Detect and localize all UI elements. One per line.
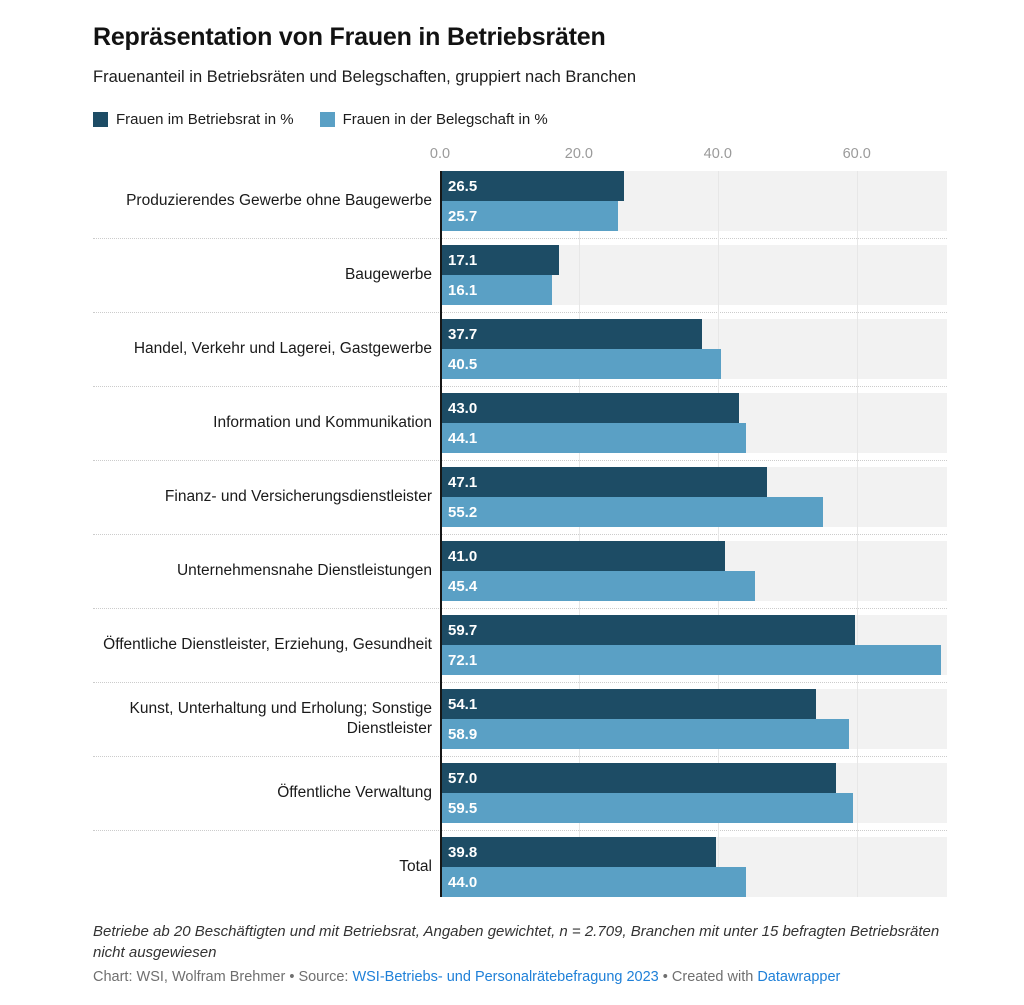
bar-value-label: 72.1 xyxy=(448,651,478,669)
category-label: Baugewerbe xyxy=(344,266,432,284)
chart-row xyxy=(93,319,947,393)
bar-group xyxy=(440,541,947,601)
row-separator xyxy=(93,534,947,535)
bar-belegschaft[interactable] xyxy=(440,645,941,675)
axis-tick-label: 0.0 xyxy=(429,146,451,163)
row-separator xyxy=(93,830,947,831)
legend-item-betriebsrat xyxy=(93,111,294,128)
bar-group xyxy=(440,467,947,527)
source-link[interactable]: WSI-Betriebs- und Personalrätebefragung 2023 xyxy=(352,969,659,986)
credit-separator: • xyxy=(662,969,668,986)
bar-value-label: 44.1 xyxy=(448,429,478,447)
bar-belegschaft[interactable] xyxy=(440,571,755,601)
chart-row xyxy=(93,837,947,897)
bar-belegschaft[interactable] xyxy=(440,793,853,823)
axis-tick-label: 60.0 xyxy=(842,146,871,163)
bar-betriebsrat[interactable] xyxy=(440,393,739,423)
category-label: Kunst, Unterhaltung und Erholung; Sonstige Dienstleister xyxy=(129,700,432,738)
bar-value-label: 59.7 xyxy=(448,621,478,639)
category-label: Öffentliche Dienstleister, Erziehung, Gesundheit xyxy=(103,636,432,654)
row-separator xyxy=(93,386,947,387)
credit-text: Chart: WSI, Wolfram Brehmer xyxy=(93,969,286,986)
bar-belegschaft[interactable] xyxy=(440,423,746,453)
bar-betriebsrat[interactable] xyxy=(440,171,624,201)
bar-value-label: 41.0 xyxy=(448,547,478,565)
row-separator xyxy=(93,608,947,609)
bar-group xyxy=(440,837,947,897)
category-label: Produzierendes Gewerbe ohne Baugewerbe xyxy=(126,192,432,210)
bar-value-label: 16.1 xyxy=(448,281,478,299)
bar-group xyxy=(440,689,947,749)
bar-value-label: 45.4 xyxy=(448,577,478,595)
chart-row xyxy=(93,689,947,763)
bar-betriebsrat[interactable] xyxy=(440,245,559,275)
bar-chart xyxy=(93,128,947,897)
bar-group xyxy=(440,245,947,305)
bar-belegschaft[interactable] xyxy=(440,867,746,897)
bar-group xyxy=(440,171,947,231)
credit-separator: • xyxy=(289,969,295,986)
row-separator xyxy=(93,756,947,757)
category-label: Finanz- und Versicherungsdienstleister xyxy=(164,488,432,506)
footnote: Betriebe ab 20 Beschäftigten und mit Betriebsrat, Angaben gewichtet, n = 2.709, Branchen mit unter 15 befragten Betriebsräten nicht ausgewiesen xyxy=(93,923,940,962)
bar-betriebsrat[interactable] xyxy=(440,467,767,497)
bar-belegschaft[interactable] xyxy=(440,275,552,305)
category-label: Öffentliche Verwaltung xyxy=(277,784,432,802)
legend-swatch-light xyxy=(320,112,335,127)
bar-value-label: 44.0 xyxy=(448,873,478,891)
legend-item-belegschaft xyxy=(320,111,548,128)
chart-title: Repräsentation von Frauen in Betriebsräten xyxy=(93,23,606,51)
bar-betriebsrat[interactable] xyxy=(440,615,855,645)
row-separator xyxy=(93,312,947,313)
chart-row xyxy=(93,541,947,615)
chart-row xyxy=(93,615,947,689)
chart-row xyxy=(93,763,947,837)
bar-belegschaft[interactable] xyxy=(440,349,721,379)
bar-value-label: 57.0 xyxy=(448,769,478,787)
chart-row xyxy=(93,467,947,541)
bar-value-label: 39.8 xyxy=(448,843,478,861)
bar-value-label: 55.2 xyxy=(448,503,478,521)
bar-group xyxy=(440,615,947,675)
bar-value-label: 25.7 xyxy=(448,207,478,225)
row-separator xyxy=(93,682,947,683)
axis-tick-label: 40.0 xyxy=(703,146,732,163)
bar-belegschaft[interactable] xyxy=(440,497,823,527)
bar-value-label: 26.5 xyxy=(448,177,478,195)
bar-group xyxy=(440,393,947,453)
axis-row xyxy=(429,128,947,171)
credits-line xyxy=(93,969,947,985)
bar-value-label: 54.1 xyxy=(448,695,478,713)
category-label: Handel, Verkehr und Lagerei, Gastgewerbe xyxy=(133,340,432,358)
bar-value-label: 58.9 xyxy=(448,725,478,743)
bar-value-label: 17.1 xyxy=(448,251,478,269)
chart-rows xyxy=(93,171,947,897)
bar-betriebsrat[interactable] xyxy=(440,763,836,793)
chart-row xyxy=(93,171,947,245)
bar-betriebsrat[interactable] xyxy=(440,541,725,571)
chart-row xyxy=(93,393,947,467)
source-label: Source: xyxy=(298,969,349,986)
bar-value-label: 47.1 xyxy=(448,473,478,491)
datawrapper-link[interactable]: Datawrapper xyxy=(757,969,841,986)
bar-value-label: 40.5 xyxy=(448,355,478,373)
bar-betriebsrat[interactable] xyxy=(440,319,702,349)
axis-tick-label: 20.0 xyxy=(564,146,594,163)
category-label: Total xyxy=(399,858,432,876)
row-separator xyxy=(93,238,947,239)
chart-row xyxy=(93,245,947,319)
legend-label: Frauen im Betriebsrat in % xyxy=(116,111,294,129)
legend-label: Frauen in der Belegschaft in % xyxy=(342,111,548,129)
legend-swatch-dark xyxy=(93,112,108,127)
bar-betriebsrat[interactable] xyxy=(440,837,716,867)
chart-subtitle: Frauenanteil in Betriebsräten und Belegschaften, gruppiert nach Branchen xyxy=(93,68,637,86)
bar-value-label: 37.7 xyxy=(448,325,478,343)
category-label: Unternehmensnahe Dienstleistungen xyxy=(176,562,432,580)
category-label: Information und Kommunikation xyxy=(213,414,432,432)
bar-group xyxy=(440,319,947,379)
created-label: Created with xyxy=(671,969,754,986)
legend xyxy=(93,111,947,128)
row-separator xyxy=(93,460,947,461)
bar-belegschaft[interactable] xyxy=(440,719,849,749)
bar-group xyxy=(440,763,947,823)
bar-value-label: 43.0 xyxy=(448,399,478,417)
bar-belegschaft[interactable] xyxy=(440,201,618,231)
bar-betriebsrat[interactable] xyxy=(440,689,816,719)
bar-value-label: 59.5 xyxy=(448,799,478,817)
